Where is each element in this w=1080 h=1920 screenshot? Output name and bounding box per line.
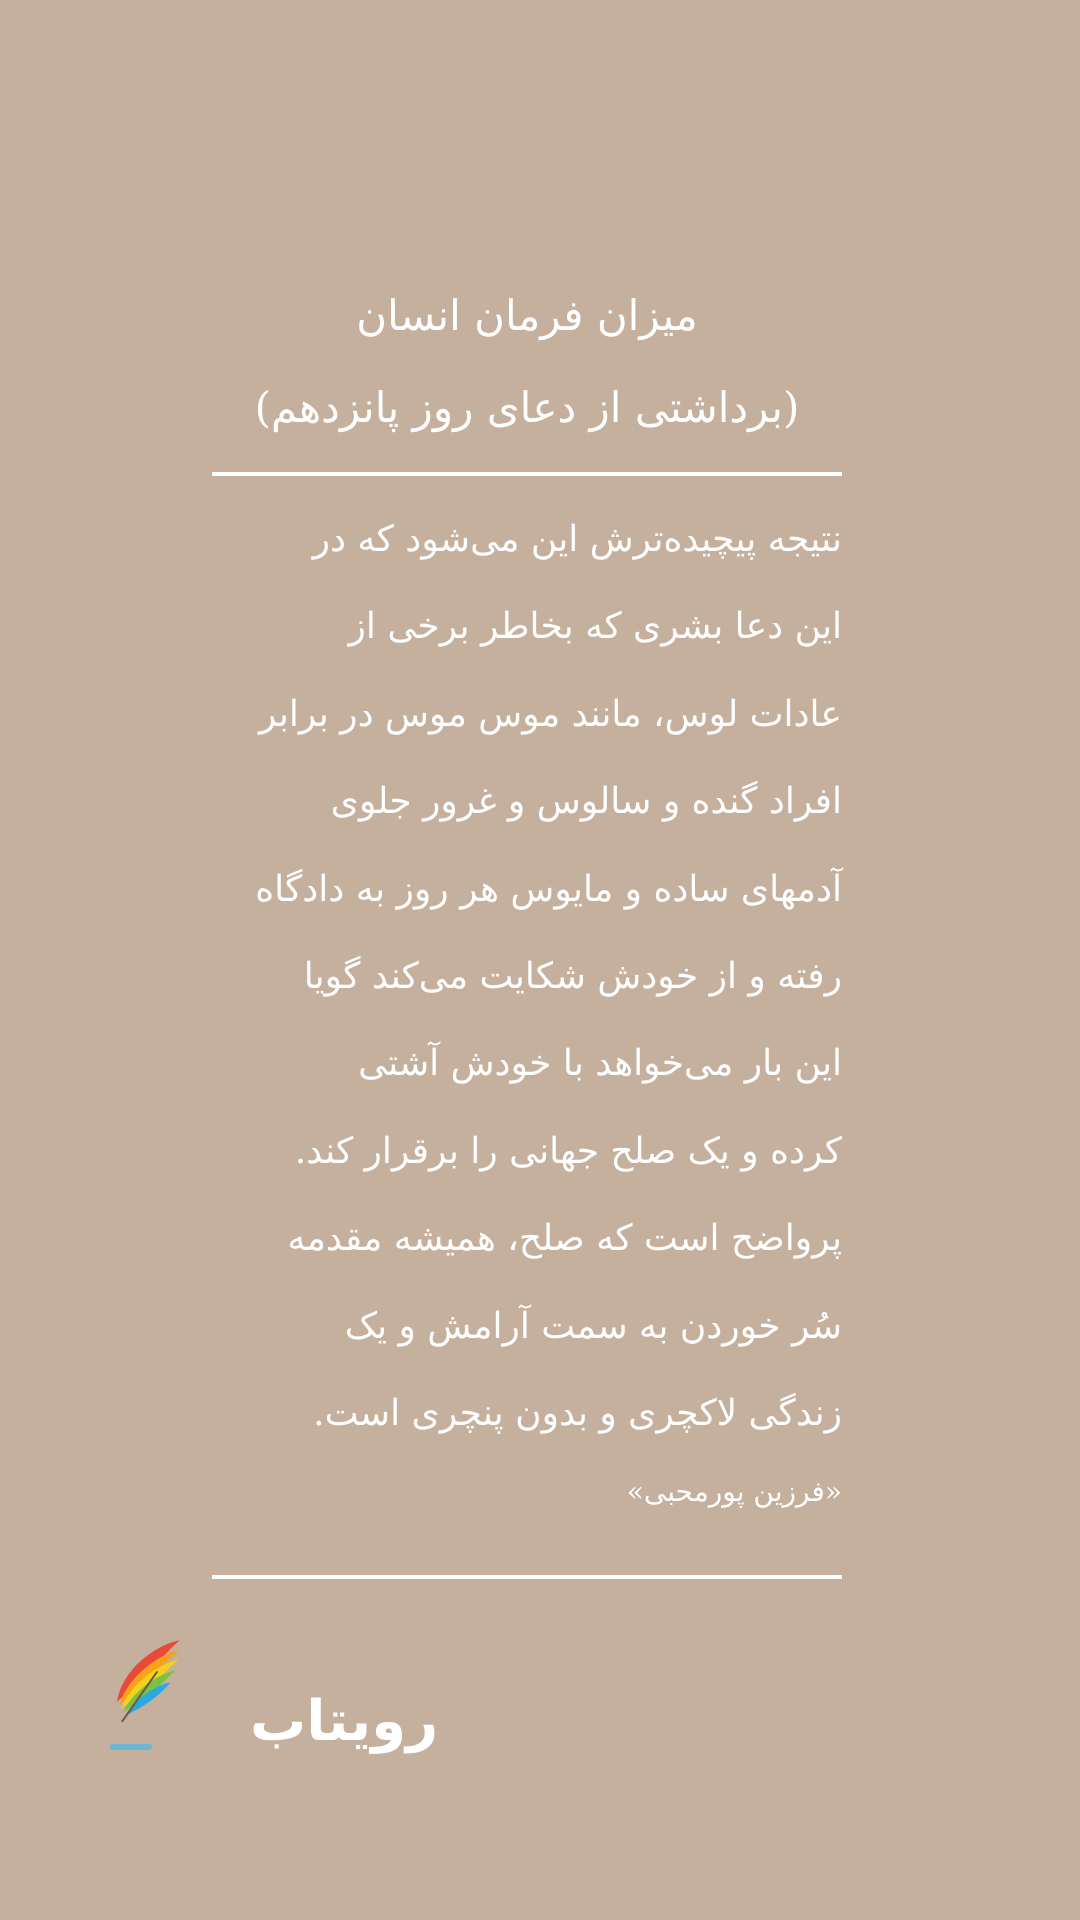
logo-wordmark: رویتاب — [250, 1689, 439, 1754]
body-line: سُر خوردن به سمت آرامش و یک — [344, 1305, 842, 1347]
author-attribution: «فرزین پورمحبی» — [626, 1475, 842, 1509]
poem-body — [212, 496, 842, 1457]
brand-logo — [80, 1640, 439, 1760]
body-line: این بار می‌خواهد با خودش آشتی — [358, 1043, 842, 1085]
title-subtitle: (برداشتی از دعای روز پانزدهم) — [254, 383, 800, 432]
title-main: میزان فرمان انسان — [356, 291, 698, 340]
body-line: عادات لوس، مانند موس موس در برابر — [258, 693, 842, 735]
body-line: زندگی لاکچری و بدون پنچری است. — [313, 1393, 842, 1435]
body-line: آدمهای ساده و مایوس هر روز به دادگاه — [255, 868, 842, 910]
top-divider — [212, 472, 842, 476]
poem-card — [212, 270, 842, 1579]
body-line: افراد گنده و سالوس و غرور جلوی — [330, 781, 842, 823]
body-line: نتیجه پیچیده‌ترش این می‌شود که در — [312, 519, 842, 560]
body-line: کرده و یک صلح جهانی را برقرار کند. — [294, 1130, 842, 1172]
bottom-divider — [212, 1575, 842, 1579]
body-line: پرواضح است که صلح، همیشه مقدمه — [287, 1218, 842, 1260]
title-block — [212, 270, 842, 454]
feather-logo-icon — [80, 1640, 439, 1760]
body-line: این دعا بشری که بخاطر برخی از — [348, 606, 842, 648]
body-line: رفته و از خودش شکایت می‌کند گویا — [303, 956, 842, 998]
